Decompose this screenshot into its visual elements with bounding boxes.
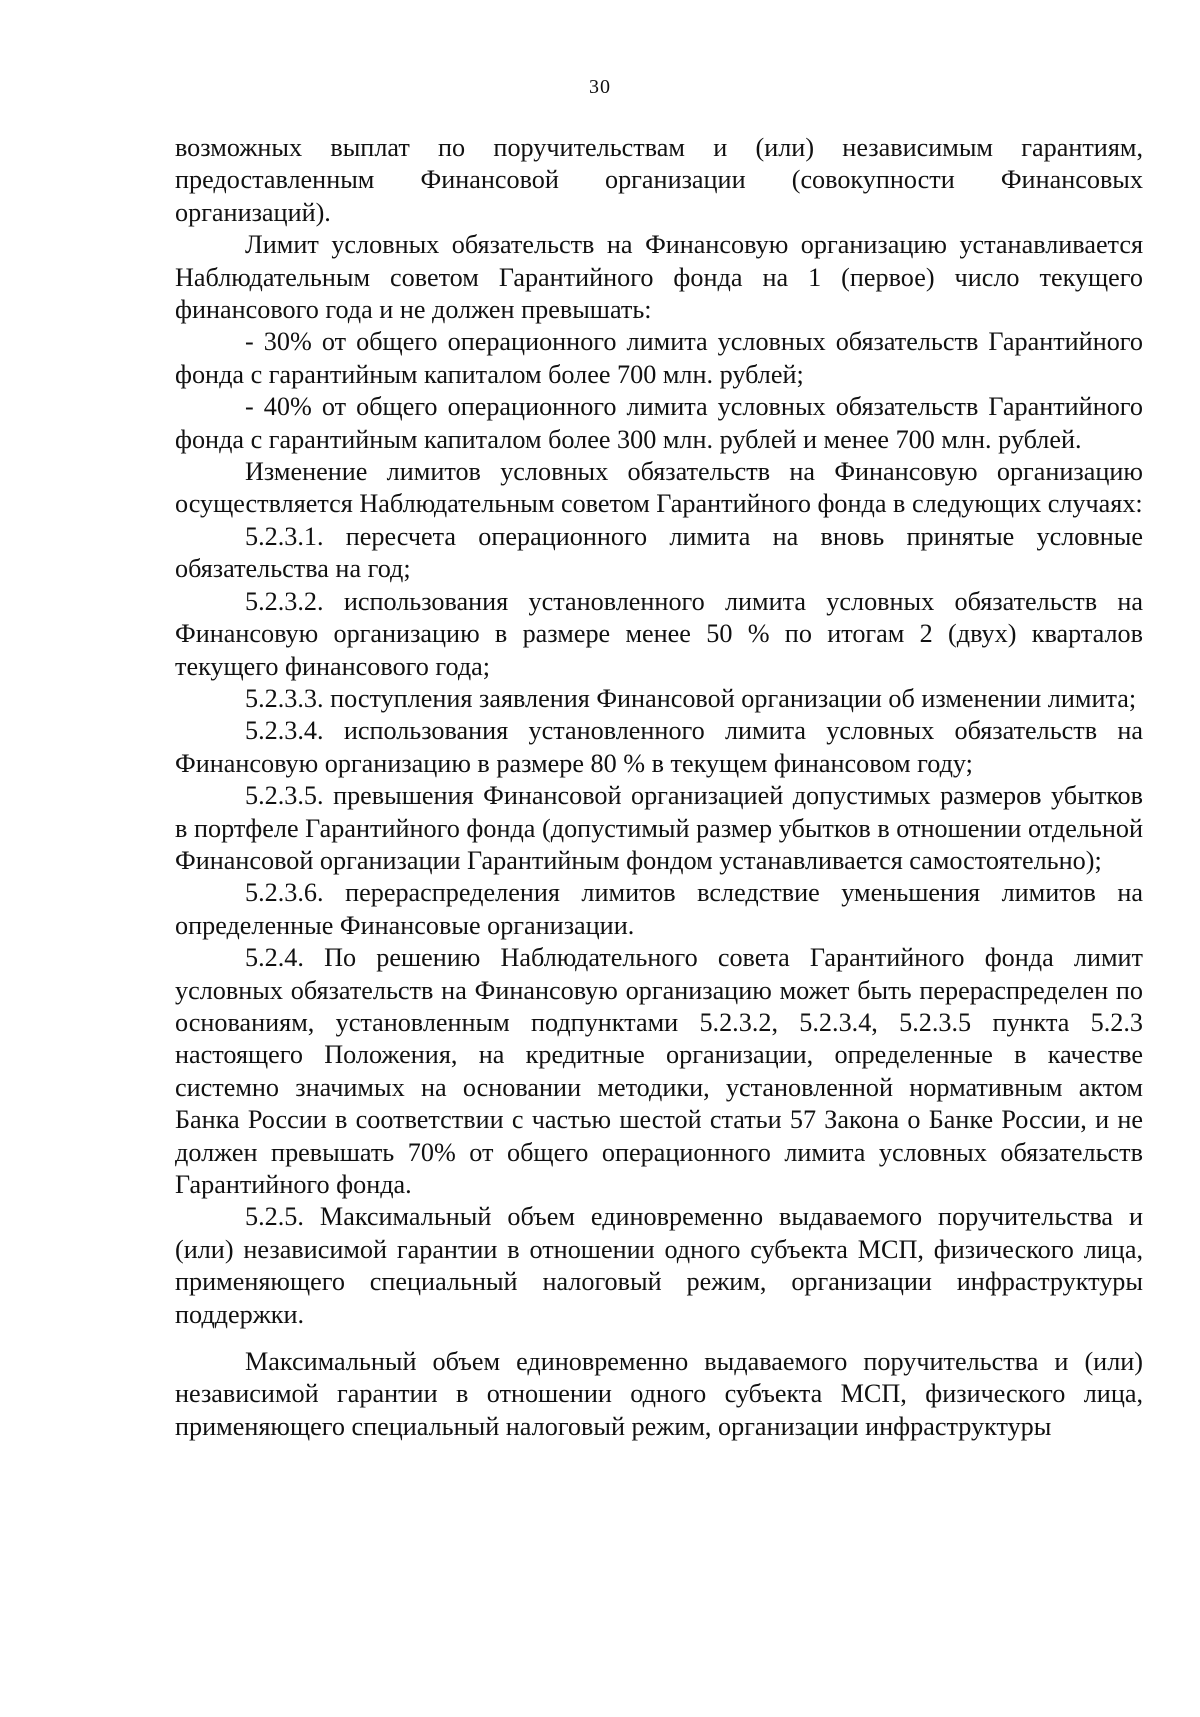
paragraph-max-volume: Максимальный объем единовременно выдаваемого поручительства и (или) независимой гарантии в отношении одного субъекта МСП, физического лица, применяющего специальный налоговый режим, организации инфраструктуры: [175, 1347, 1143, 1441]
page-number: 30: [589, 76, 611, 98]
list-item-40-percent: - 40% от общего операционного лимита условных обязательств Гарантийного фонда с гарантийным капиталом более 300 млн. рублей и менее 700 млн. рублей.: [175, 392, 1143, 454]
clause-5-2-5: 5.2.5. Максимальный объем единовременно выдаваемого поручительства и (или) независимой гарантии в отношении одного субъекта МСП, физического лица, применяющего специальный налоговый режим, организации инфраструктуры поддержки.: [175, 1202, 1143, 1329]
clause-5-2-4: 5.2.4. По решению Наблюдательного совета Гарантийного фонда лимит условных обязательств на Финансовую организацию может быть перераспределен по основаниям, установленным подпунктами 5.2.3.2, 5.2.3.4, 5.2.3.5 пункта 5.2.3 настоящего Положения, на кредитные организации, определенные в качестве системно значимых на основании методики, установленной нормативным актом Банка России в соответствии с частью шестой статьи 57 Закона о Банке России, и не должен превышать 70% от общего операционного лимита условных обязательств Гарантийного фонда.: [175, 943, 1143, 1199]
paragraph-limit-changes: Изменение лимитов условных обязательств на Финансовую организацию осуществляется Наблюдательным советом Гарантийного фонда в следующих случаях:: [175, 457, 1143, 519]
paragraph-continuation: возможных выплат по поручительствам и (или) независимым гарантиям, предоставленным Финансовой организации (совокупности Финансовых организаций).: [175, 133, 1143, 227]
clause-5-2-3-2: 5.2.3.2. использования установленного лимита условных обязательств на Финансовую организацию в размере менее 50 % по итогам 2 (двух) кварталов текущего финансового года;: [175, 586, 1143, 681]
list-item-30-percent: - 30% от общего операционного лимита условных обязательств Гарантийного фонда с гарантийным капиталом более 700 млн. рублей;: [175, 327, 1143, 389]
document-body: [175, 132, 1143, 1443]
clause-5-2-3-1: 5.2.3.1. пересчета операционного лимита на вновь принятые условные обязательства на год;: [175, 521, 1143, 584]
clause-5-2-3-4: 5.2.3.4. использования установленного лимита условных обязательств на Финансовую организацию в размере 80 % в текущем финансовом году;: [175, 716, 1143, 778]
clause-5-2-3-6: 5.2.3.6. перераспределения лимитов вследствие уменьшения лимитов на определенные Финансовые организации.: [175, 878, 1143, 940]
clause-5-2-3-5: 5.2.3.5. превышения Финансовой организацией допустимых размеров убытков в портфеле Гарантийного фонда (допустимый размер убытков в отношении отдельной Финансовой организации Гарантийным фондом устанавливается самостоятельно);: [175, 781, 1143, 875]
paragraph-limit-definition: Лимит условных обязательств на Финансовую организацию устанавливается Наблюдательным советом Гарантийного фонда на 1 (первое) число текущего финансового года и не должен превышать:: [175, 230, 1143, 325]
clause-5-2-3-3: 5.2.3.3. поступления заявления Финансовой организации об изменении лимита;: [245, 683, 1137, 713]
